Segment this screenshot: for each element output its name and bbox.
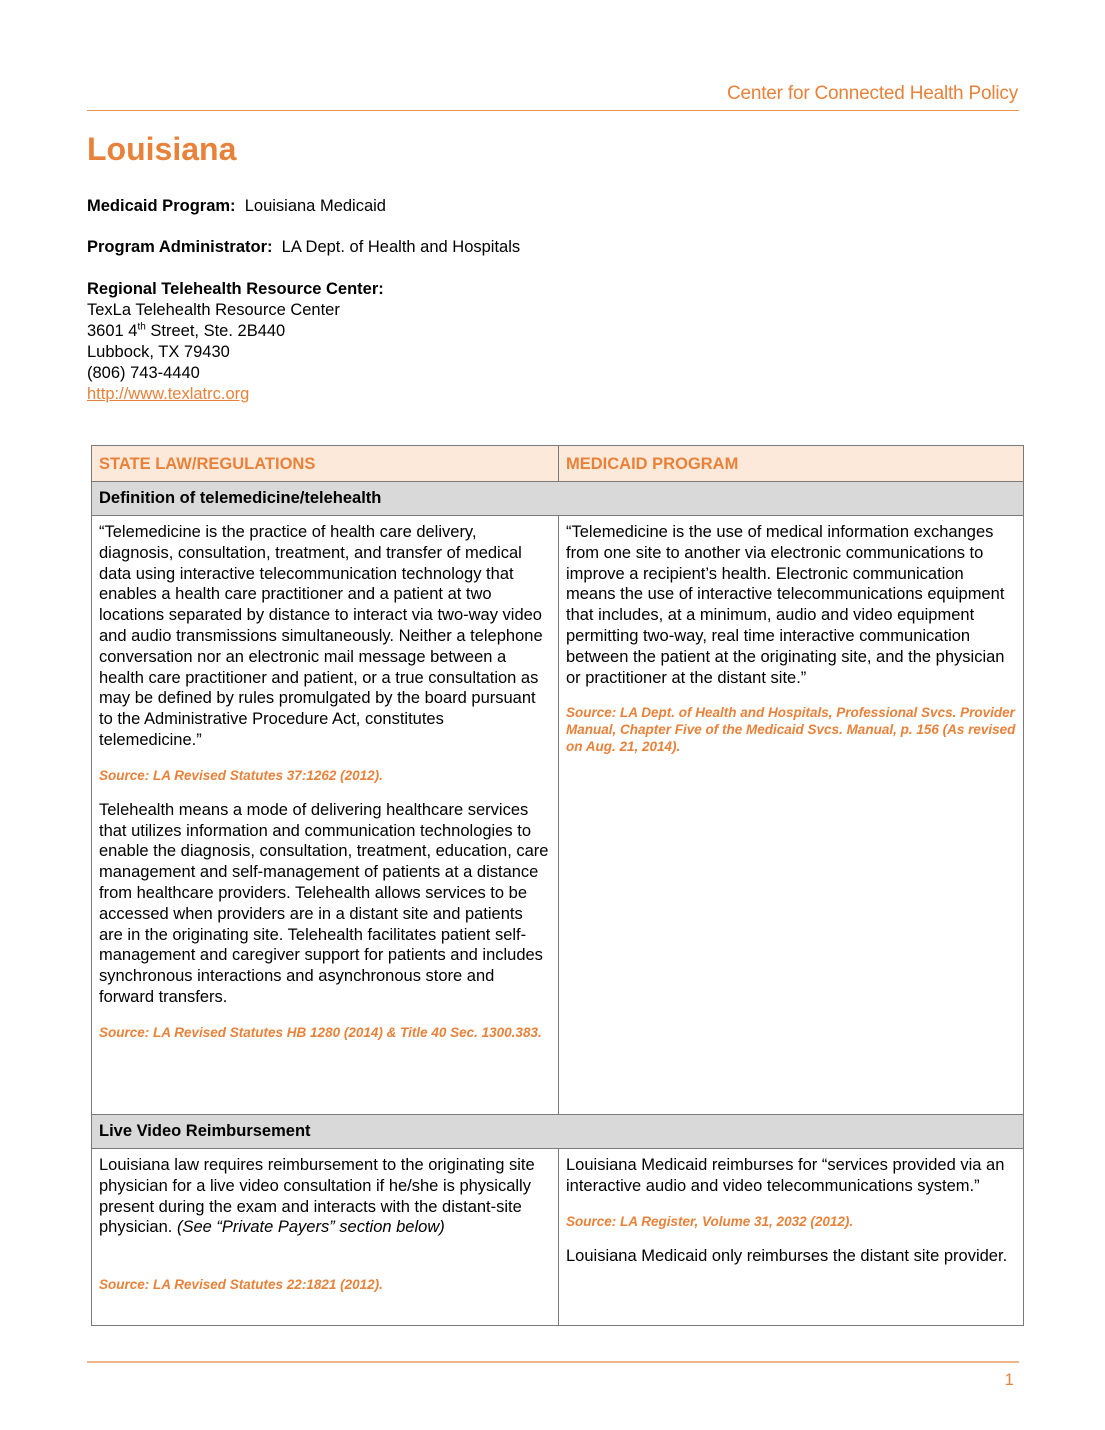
- program-admin-label: Program Administrator:: [87, 238, 273, 256]
- page-title: Louisiana: [87, 131, 237, 167]
- source-citation: Source: LA Register, Volume 31, 2032 (2012).: [566, 1213, 854, 1229]
- header-org-name: Center for Connected Health Policy: [726, 83, 1018, 104]
- table-row: [92, 1149, 1024, 1326]
- rtrc-address: 3601 4th Street, Ste. 2B440: [87, 321, 286, 340]
- medicaid-telemedicine-definition: “Telemedicine is the use of medical information exchanges from one site to another via electronic communications to improve a recipient’s health. Electronic communication means the use of interactive telecommunications equipment that includes, at a minimum, audio and video equipment permitting two-way, real time interactive communication between the patient at the originating site, and the physician or practitioner at the distant site.”: [566, 523, 1005, 687]
- policy-table: [91, 445, 1024, 1326]
- section-title-live-video: Live Video Reimbursement: [92, 1115, 1024, 1149]
- resource-center-info: [87, 279, 384, 405]
- rtrc-city: Lubbock, TX 79430: [87, 343, 230, 361]
- medicaid-program-value: Louisiana Medicaid: [244, 197, 386, 215]
- column-header-medicaid: MEDICAID PROGRAM: [559, 446, 1024, 482]
- medicaid-cell: [559, 516, 1024, 1115]
- rtrc-name: TexLa Telehealth Resource Center: [87, 301, 340, 319]
- rtrc-phone: (806) 743-4440: [87, 364, 200, 382]
- header-divider: [87, 110, 1019, 111]
- section-header-row: [92, 1115, 1024, 1149]
- state-law-live-video-text: Louisiana law requires reimbursement to the originating site physician for a live video consultation if he/she is physically present during the exam and interacts with the distant-site physician. (See “Private Payers” section below): [99, 1156, 535, 1237]
- source-citation: Source: LA Revised Statutes HB 1280 (2014) & Title 40 Sec. 1300.383.: [99, 1024, 542, 1040]
- page-number: 1: [1004, 1370, 1014, 1389]
- medicaid-cell: [559, 1149, 1024, 1326]
- medicaid-program-label: Medicaid Program:: [87, 197, 236, 215]
- rtrc-label: Regional Telehealth Resource Center:: [87, 280, 384, 298]
- source-citation: Source: LA Dept. of Health and Hospitals, Professional Svcs. Provider Manual, Chapter Five of the Medicaid Svcs. Manual, p. 156 (As revised on Aug. 21, 2014).: [566, 705, 1016, 755]
- program-administrator-info: [87, 237, 520, 258]
- medicaid-distant-site-text: Louisiana Medicaid only reimburses the distant site provider.: [566, 1246, 1008, 1265]
- table-row: [92, 516, 1024, 1115]
- footer-divider: [87, 1361, 1019, 1363]
- section-title-definition: Definition of telemedicine/telehealth: [92, 482, 1024, 516]
- rtrc-website-link[interactable]: http://www.texlatrc.org: [87, 385, 250, 403]
- medicaid-live-video-text: Louisiana Medicaid reimburses for “services provided via an interactive audio and video telecommunications system.”: [566, 1156, 1005, 1195]
- program-admin-value: LA Dept. of Health and Hospitals: [281, 238, 521, 256]
- column-header-state-law: STATE LAW/REGULATIONS: [92, 446, 559, 482]
- state-law-telehealth-definition: Telehealth means a mode of delivering healthcare services that utilizes information and communication technologies to enable the diagnosis, consultation, treatment, education, care management and self-management of patients at a distance from healthcare providers. Telehealth allows services to be accessed when providers are in a distant site and patients are in the originating site. Telehealth facilitates patient self-management and caregiver support for patients and includes synchronous interactions and asynchronous store and forward transfers.: [99, 800, 549, 1006]
- section-header-row: [92, 482, 1024, 516]
- source-citation: Source: LA Revised Statutes 37:1262 (2012).: [99, 767, 383, 783]
- medicaid-program-info: [87, 196, 386, 217]
- table-header-row: [92, 446, 1024, 482]
- state-law-cell: [92, 516, 559, 1115]
- state-law-telemedicine-definition: “Telemedicine is the practice of health care delivery, diagnosis, consultation, treatment, and transfer of medical data using interactive telecommunication technology that enables a health care practitioner and a patient at two locations separated by distance to interact via two-way video and audio transmissions simultaneously. Neither a telephone conversation nor an electronic mail message between a health care practitioner and patient, or a true consultation as may be defined by rules promulgated by the board pursuant to the Administrative Procedure Act, constitutes telemedicine.”: [99, 523, 543, 749]
- source-citation: Source: LA Revised Statutes 22:1821 (2012).: [99, 1277, 383, 1293]
- state-law-cell: [92, 1149, 559, 1326]
